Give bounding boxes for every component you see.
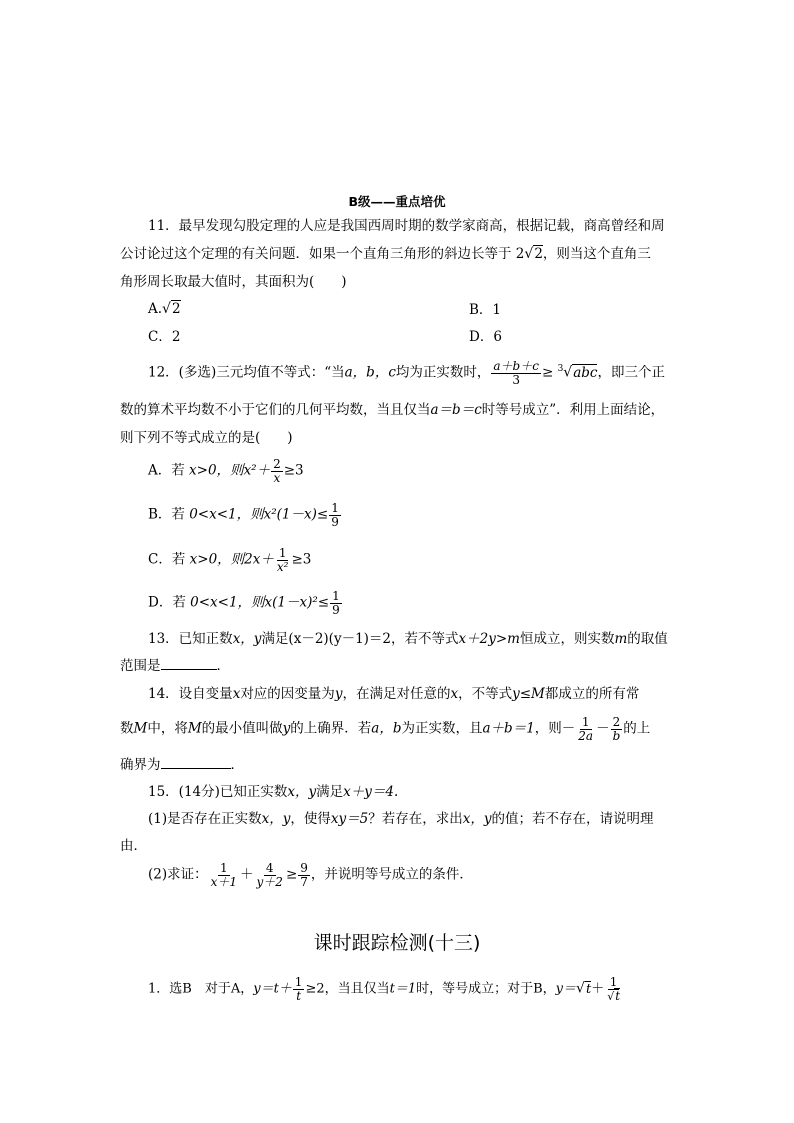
worksheet-heading <box>0 934 794 953</box>
q11-line1: 11．最早发现勾股定理的人应是我国西周时期的数学家商高，根据记载，商高曾经和周 <box>148 218 665 234</box>
section-title-text: B级——重点培优 <box>348 194 446 209</box>
q13-line2: 范围是 ． <box>120 658 230 674</box>
answer-line: 1．选B 对于A，y＝t＋ $\frac{1}{t}$ ≥2，当且仅当t＝1时，等号成立；对于B，y＝√t＋ $\frac{1}{√t}$ <box>148 975 621 1003</box>
q11-option-d: D．6 <box>469 329 502 345</box>
q11-option-a: A.√2 <box>148 301 181 317</box>
q11-line2: 公讨论过这个定理的有关问题．如果一个直角三角形的斜边长等于 2√2，则当这个直角三 <box>120 246 651 262</box>
section-title <box>0 196 794 209</box>
q15-line4: (2)求证： $\frac{1}{x+1}$ ＋ $\frac{4}{y+2}$ ≥ $\frac{9}{7}$ ，并说明等号成立的条件． <box>148 861 473 889</box>
worksheet-heading-text: 课时跟踪检测(十三) <box>313 932 481 954</box>
q15-line2: (1)是否存在正实数x，y，使得xy＝5？若存在，求出x，y的值；若不存在，请说明理 <box>148 811 654 827</box>
q11-line3: 角形周长取最大值时，其面积为( ) <box>120 274 347 290</box>
q12-option-d: D．若 0<x<1，则x(1－x)²≤ $\frac{1}{9}$ <box>148 589 340 617</box>
q12-line1: 12．(多选)三元均值不等式：“当a，b，c均为正实数时， $\frac{a+b+c}{3}$ ≥ $^3$√abc，即三个正 <box>148 359 665 387</box>
q11-option-c: C．2 <box>148 329 181 345</box>
q11-option-b: B．1 <box>469 302 502 318</box>
q13-line1: 13．已知正数x，y满足(x－2)(y－1)＝2，若不等式x＋2y>m恒成立，则实数m的取值 <box>148 631 668 647</box>
q12-option-b: B．若 0<x<1，则x²(1－x)≤ $\frac{1}{9}$ <box>148 501 339 529</box>
q12-line2: 数的算术平均数不小于它们的几何平均数，当且仅当a＝b＝c时等号成立”．利用上面结论， <box>120 402 665 418</box>
q15-line1: 15．(14分)已知正实数x，y满足x＋y＝4. <box>148 784 399 800</box>
q15-line3: 由． <box>120 838 147 854</box>
q12-mean-fraction: $\frac{a+b+c}{3}$ <box>493 359 539 387</box>
q14-answer-blank[interactable] <box>161 768 231 769</box>
q13-answer-blank[interactable] <box>161 669 217 670</box>
q12-option-a: A．若 x>0，则x²＋ $\frac{2}{x}$ ≥3 <box>148 457 304 485</box>
q14-line3: 确界为 ． <box>120 757 244 773</box>
q14-line2: 数M中，将M的最小值叫做y的上确界．若a，b为正实数，且a＋b＝1，则－ $\frac{1}{2a}$ － $\frac{2}{b}$ 的上 <box>120 715 651 743</box>
q12-line3: 则下列不等式成立的是( ) <box>120 430 293 446</box>
q14-line1: 14．设自变量x对应的因变量为y，在满足对任意的x，不等式y≤M都成立的所有常 <box>148 686 640 702</box>
q12-option-c: C．若 x>0，则2x＋ $\frac{1}{\text{x²}}$ ≥3 <box>148 546 312 574</box>
